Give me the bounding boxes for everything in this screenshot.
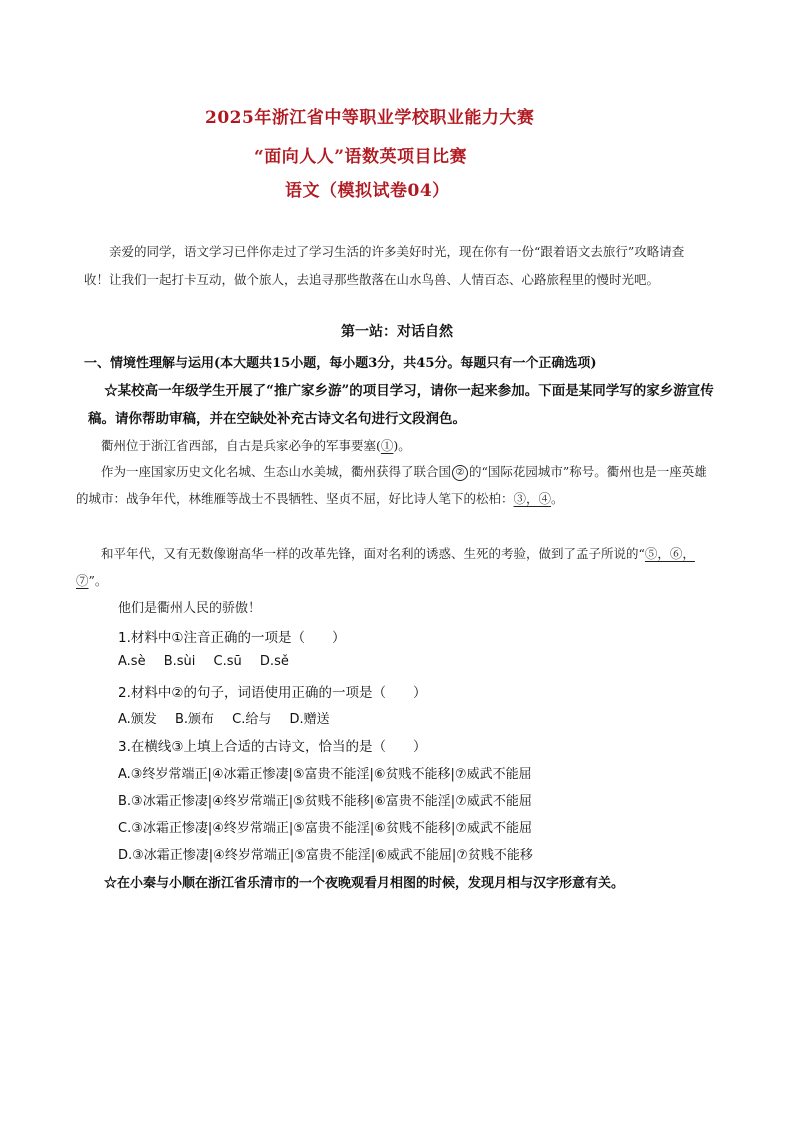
material-text: ”。 [88, 573, 108, 588]
material-text: 的“国际花园城市”称号。衢州也是一座英雄的城市：战争年代，林维雁等战士不畏牺牲、坚贞不屈，好比诗人笔下的松柏： [76, 464, 707, 506]
material-text: 作为一座国家历史文化名城、生态山水美城，衢州获得了联合国 [101, 464, 452, 479]
exam-title-line1: 2025年浙江省中等职业学校职业能力大赛 [205, 108, 535, 128]
material-paragraph-1 [76, 432, 716, 459]
material-text: 衢州位于浙江省西部，自古是兵家必争的军事要塞( [101, 438, 381, 453]
option-a[interactable]: A.颁发 [118, 712, 157, 727]
section-heading: 一、情境性理解与运用(本大题共15小题，每小题3分，共45分。每题只有一个正确选项) [84, 356, 597, 371]
material-text: 。 [551, 491, 564, 506]
option-c[interactable]: C.sū [213, 654, 242, 669]
option-a[interactable]: A.sè [118, 654, 146, 669]
question-2-stem: 2.材料中②的句子，词语使用正确的一项是（ ） [118, 685, 427, 701]
option-b[interactable]: B.sùi [163, 654, 196, 669]
intro-paragraph: 亲爱的同学，语文学习已伴你走过了学习生活的许多美好时光，现在你有一份“跟着语文去旅行”攻略请查收！让我们一起打卡互动，做个旅人，去追寻那些散落在山水鸟兽、人情百态、心路旅程里的慢时光吧。 [84, 244, 685, 287]
station-heading: 第一站：对话自然 [341, 324, 453, 340]
blank-2-marker: ② [452, 465, 468, 481]
material-text: 和平年代，又有无数像谢高华一样的改革先锋，面对名利的诱惑、生死的考验，做到了孟子所说的“ [101, 546, 645, 561]
option-d[interactable]: D.sě [259, 654, 289, 669]
question-3-option-b[interactable]: B.③冰霜正惨凄|④终岁常端正|⑤贫贱不能移|⑥富贵不能淫|⑦威武不能屈 [118, 794, 532, 809]
exam-title-line2: “面向人人”语数英项目比赛 [254, 147, 468, 167]
blank-1: ① [380, 438, 394, 453]
next-task-line: ☆在小秦与小顺在浙江省乐清市的一个夜晚观看月相图的时候，发现月相与汉字形意有关。 [104, 876, 625, 891]
material-paragraph-3 [76, 540, 716, 594]
exam-title-line3: 语文（模拟试卷04） [285, 181, 450, 201]
question-1-stem: 1.材料中①注音正确的一项是（ ） [118, 630, 346, 646]
question-3-option-a[interactable]: A.③终岁常端正|④冰霜正惨凄|⑤富贵不能淫|⑥贫贱不能移|⑦威武不能屈 [118, 767, 532, 782]
material-paragraph-4: 他们是衢州人民的骄傲！ [118, 601, 262, 616]
blank-3-4: ③，④ [513, 491, 552, 506]
option-c[interactable]: C.给与 [232, 712, 272, 727]
question-3-option-d[interactable]: D.③冰霜正惨凄|④终岁常端正|⑤富贵不能淫|⑥威武不能屈|⑦贫贱不能移 [118, 848, 533, 863]
material-paragraph-2 [76, 458, 716, 512]
option-b[interactable]: B.颁布 [174, 712, 215, 727]
blank-5-6-7: ⑤，⑥，⑦ [76, 546, 695, 588]
material-text: )。 [393, 438, 411, 453]
question-2-options [118, 708, 344, 727]
option-d[interactable]: D.赠送 [289, 712, 330, 727]
question-3-stem: 3.在横线③上填上合适的古诗文，恰当的是（ ） [118, 739, 427, 755]
question-3-option-c[interactable]: C.③冰霜正惨凄|④终岁常端正|⑤富贵不能淫|⑥贫贱不能移|⑦威武不能屈 [118, 821, 533, 836]
question-1-options [118, 654, 303, 669]
task-description: ☆某校高一年级学生开展了“推广家乡游”的项目学习，请你一起来参加。下面是某同学写的家乡游宣传稿。请你帮助审稿，并在空缺处补充古诗文名句进行文段润色。 [88, 383, 714, 427]
